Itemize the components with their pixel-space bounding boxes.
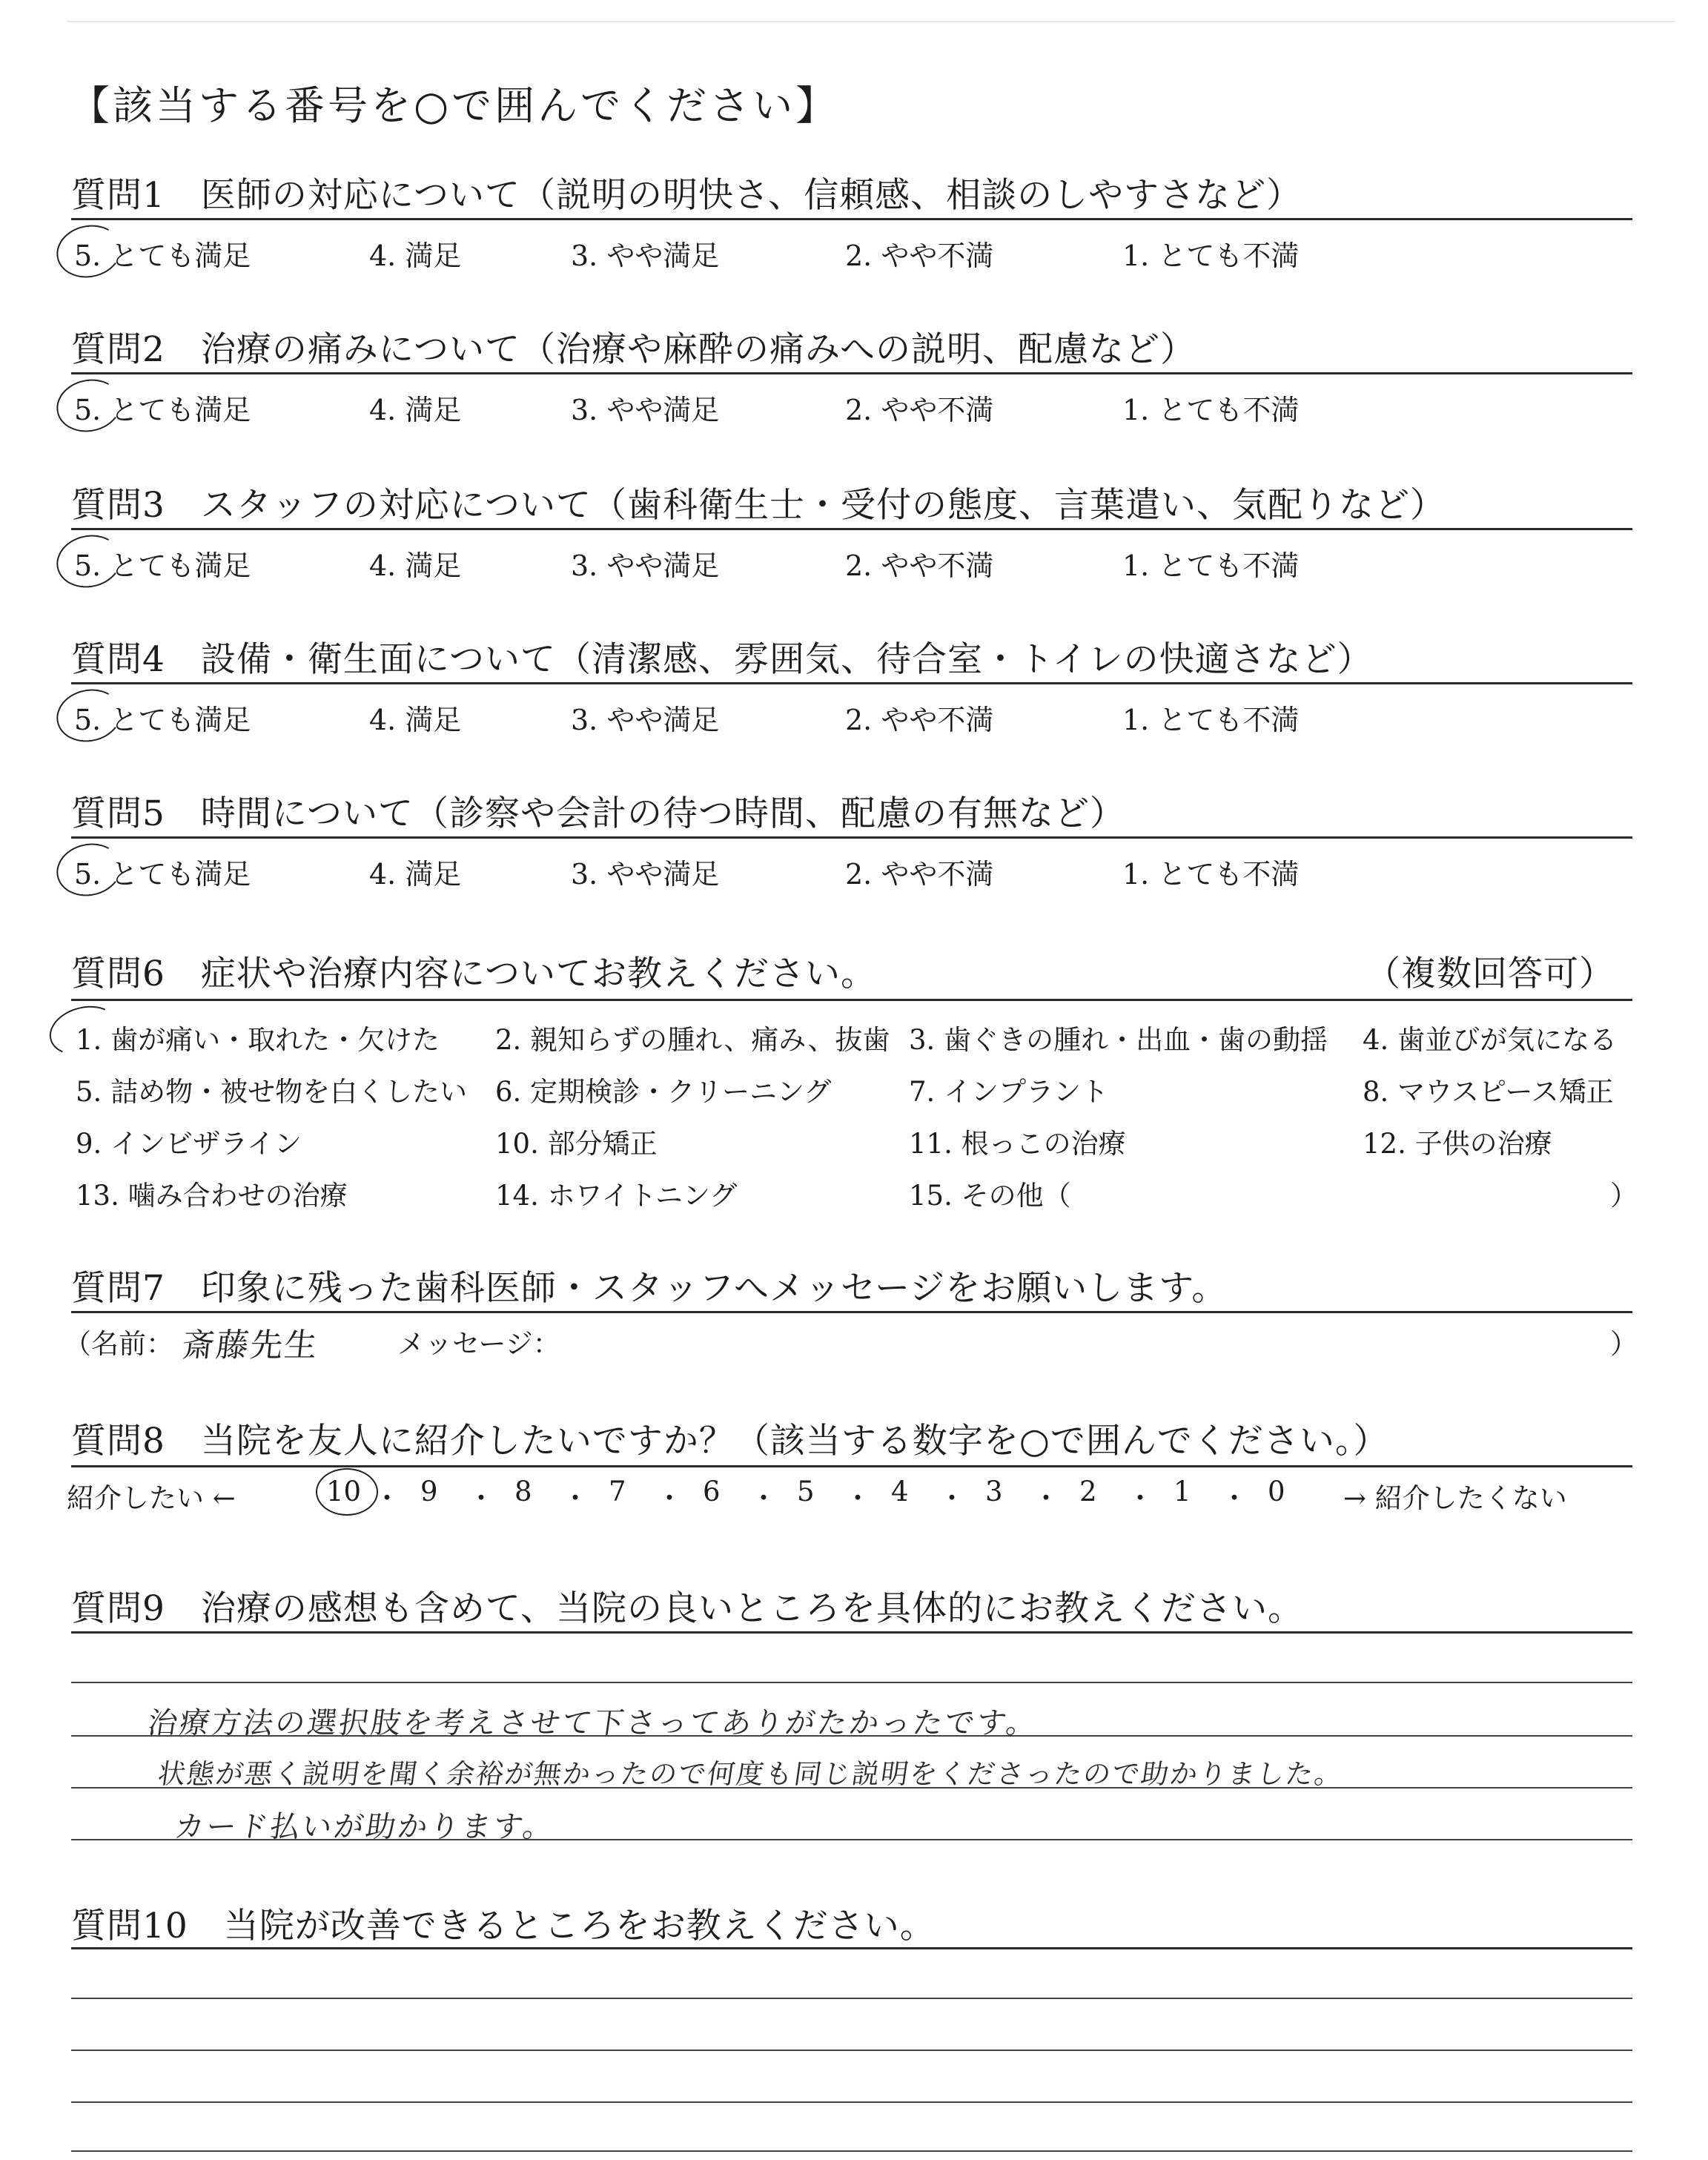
q6-option[interactable]: 7. インプラント: [909, 1076, 1109, 1108]
writing-line: [71, 2150, 1632, 2152]
answer-circle-mark: [52, 219, 127, 284]
writing-line: [71, 2050, 1632, 2051]
q8-rule: [71, 1465, 1632, 1467]
scale-separator: ・: [749, 1482, 778, 1514]
q6-option[interactable]: 9. インビザライン: [76, 1128, 302, 1160]
scale-number[interactable]: 9: [420, 1476, 438, 1507]
rating-option[interactable]: 2. やや不満: [845, 549, 994, 582]
q10-rule: [71, 1947, 1632, 1949]
rating-option[interactable]: 5. とても満足: [74, 240, 251, 272]
q9-title: 質問9 治療の感想も含めて、当院の良いところを具体的にお教えください。: [71, 1588, 1303, 1629]
answer-circle-mark: [52, 529, 127, 594]
q6-other-close: ）: [1610, 1180, 1638, 1212]
scale-number[interactable]: 8: [514, 1476, 532, 1507]
rating-option[interactable]: 4. 満足: [369, 240, 462, 272]
scale-separator: ・: [1126, 1482, 1154, 1514]
q6-option[interactable]: 2. 親知らずの腫れ、痛み、抜歯: [495, 1024, 890, 1056]
scale-number[interactable]: 2: [1079, 1476, 1097, 1507]
rating-option[interactable]: 5. とても満足: [74, 704, 251, 736]
rating-option[interactable]: 3. やや満足: [571, 858, 720, 891]
scale-separator: ・: [844, 1482, 872, 1514]
rating-option[interactable]: 5. とても満足: [74, 549, 251, 582]
q3-rule: [71, 528, 1632, 530]
q6-option[interactable]: 13. 噛み合わせの治療: [76, 1180, 348, 1212]
scale-separator: ・: [1220, 1482, 1248, 1514]
q6-option[interactable]: 12. 子供の治療: [1363, 1128, 1552, 1160]
q4-title: 質問4 設備・衛生面について（清潔感、雰囲気、待合室・トイレの快適さなど）: [71, 639, 1373, 680]
q6-option[interactable]: 11. 根っこの治療: [909, 1128, 1126, 1160]
q9-answer-line[interactable]: 状態が悪く説明を聞く余裕が無かったので何度も同じ説明をくださったので助かりました。: [156, 1758, 1346, 1790]
q5-rule: [71, 836, 1632, 839]
q3-title: 質問3 スタッフの対応について（歯科衛生士・受付の態度、言葉遣い、気配りなど）: [71, 485, 1446, 526]
rating-option[interactable]: 5. とても満足: [74, 394, 251, 426]
rating-option[interactable]: 5. とても満足: [74, 858, 251, 891]
q6-option[interactable]: 15. その他（: [909, 1180, 1071, 1212]
q6-option[interactable]: 5. 詰め物・被せ物を白くしたい: [76, 1076, 468, 1108]
scale-number[interactable]: 3: [985, 1476, 1003, 1507]
rating-option[interactable]: 4. 満足: [369, 549, 462, 582]
writing-line: [71, 1998, 1632, 1999]
rating-option[interactable]: 3. やや満足: [571, 704, 720, 736]
q6-option[interactable]: 1. 歯が痛い・取れた・欠けた: [76, 1024, 440, 1056]
scale-number[interactable]: 7: [609, 1476, 626, 1507]
q7-name-value[interactable]: 斎藤先生: [179, 1327, 321, 1364]
writing-line: [71, 2101, 1632, 2103]
rating-option[interactable]: 4. 満足: [369, 704, 462, 736]
scale-separator: ・: [561, 1482, 589, 1514]
rating-option[interactable]: 2. やや不満: [845, 858, 994, 891]
q6-option[interactable]: 4. 歯並びが気になる: [1363, 1024, 1618, 1056]
q4-rule: [71, 682, 1632, 684]
answer-circle-mark: [316, 1468, 378, 1516]
q9-answer-line[interactable]: カード払いが助かります。: [172, 1810, 557, 1844]
q6-option[interactable]: 14. ホワイトニング: [495, 1180, 738, 1212]
answer-circle-mark: [52, 838, 127, 902]
rating-option[interactable]: 1. とても不満: [1122, 858, 1300, 891]
scale-separator: ・: [938, 1482, 966, 1514]
q6-title: 質問6 症状や治療内容についてお教えください。: [71, 954, 876, 994]
rating-option[interactable]: 3. やや満足: [571, 240, 720, 272]
rating-option[interactable]: 2. やや不満: [845, 394, 994, 426]
scale-number[interactable]: 0: [1268, 1476, 1285, 1507]
q6-rule: [71, 999, 1632, 1001]
rating-option[interactable]: 4. 満足: [369, 858, 462, 891]
scale-number[interactable]: 1: [1174, 1476, 1191, 1507]
q9-answer-line[interactable]: 治療方法の選択肢を考えさせて下さってありがたかったです。: [145, 1706, 1041, 1740]
q6-option[interactable]: 8. マウスピース矯正: [1363, 1076, 1614, 1108]
q8-left-label: 紹介したい ←: [67, 1482, 236, 1514]
scale-separator: ・: [467, 1482, 495, 1514]
rating-option[interactable]: 1. とても不満: [1122, 549, 1300, 582]
scale-number[interactable]: 6: [703, 1476, 721, 1507]
scale-separator: ・: [373, 1482, 401, 1514]
scale-separator: ・: [655, 1482, 683, 1514]
rating-option[interactable]: 1. とても不満: [1122, 394, 1300, 426]
q10-title: 質問10 当院が改善できるところをお教えください。: [71, 1906, 936, 1946]
rating-option[interactable]: 1. とても不満: [1122, 240, 1300, 272]
q9-rule: [71, 1631, 1632, 1634]
q7-rule: [71, 1311, 1632, 1313]
instruction-heading: 【該当する番号を○で囲んでください】: [70, 82, 839, 129]
scale-number[interactable]: 10: [326, 1476, 362, 1507]
q1-title: 質問1 医師の対応について（説明の明快さ、信頼感、相談のしやすさなど）: [71, 175, 1302, 216]
q8-right-label: → 紹介したくない: [1343, 1482, 1567, 1514]
answer-circle-mark: [52, 684, 127, 748]
scale-number[interactable]: 5: [797, 1476, 815, 1507]
rating-option[interactable]: 2. やや不満: [845, 240, 994, 272]
q7-title: 質問7 印象に残った歯科医師・スタッフへメッセージをお願いします。: [71, 1268, 1228, 1309]
rating-option[interactable]: 3. やや満足: [571, 394, 720, 426]
q6-option[interactable]: 3. 歯ぐきの腫れ・出血・歯の動揺: [909, 1024, 1328, 1056]
q7-close-paren: ）: [1610, 1328, 1638, 1360]
q7-name-label: （名前：: [64, 1328, 173, 1360]
q7-message-label: メッセージ：: [397, 1328, 560, 1360]
q6-option[interactable]: 6. 定期検診・クリーニング: [495, 1076, 832, 1108]
scale-number[interactable]: 4: [891, 1476, 909, 1507]
answer-circle-mark: [52, 374, 127, 438]
q6-note: （複数回答可）: [1366, 954, 1615, 994]
top-edge-line: [67, 21, 1675, 22]
rating-option[interactable]: 4. 満足: [369, 394, 462, 426]
q6-option[interactable]: 10. 部分矯正: [495, 1128, 658, 1160]
q5-title: 質問5 時間について（診察や会計の待つ時間、配慮の有無など）: [71, 793, 1125, 834]
q2-rule: [71, 372, 1632, 374]
q1-rule: [71, 218, 1632, 220]
q8-title: 質問8 当院を友人に紹介したいですか？（該当する数字を○で囲んでください。）: [71, 1421, 1389, 1462]
q2-title: 質問2 治療の痛みについて（治療や麻酔の痛みへの説明、配慮など）: [71, 329, 1196, 370]
rating-option[interactable]: 1. とても不満: [1122, 704, 1300, 736]
rating-option[interactable]: 2. やや不満: [845, 704, 994, 736]
writing-line: [71, 1682, 1632, 1683]
scale-separator: ・: [1032, 1482, 1060, 1514]
rating-option[interactable]: 3. やや満足: [571, 549, 720, 582]
